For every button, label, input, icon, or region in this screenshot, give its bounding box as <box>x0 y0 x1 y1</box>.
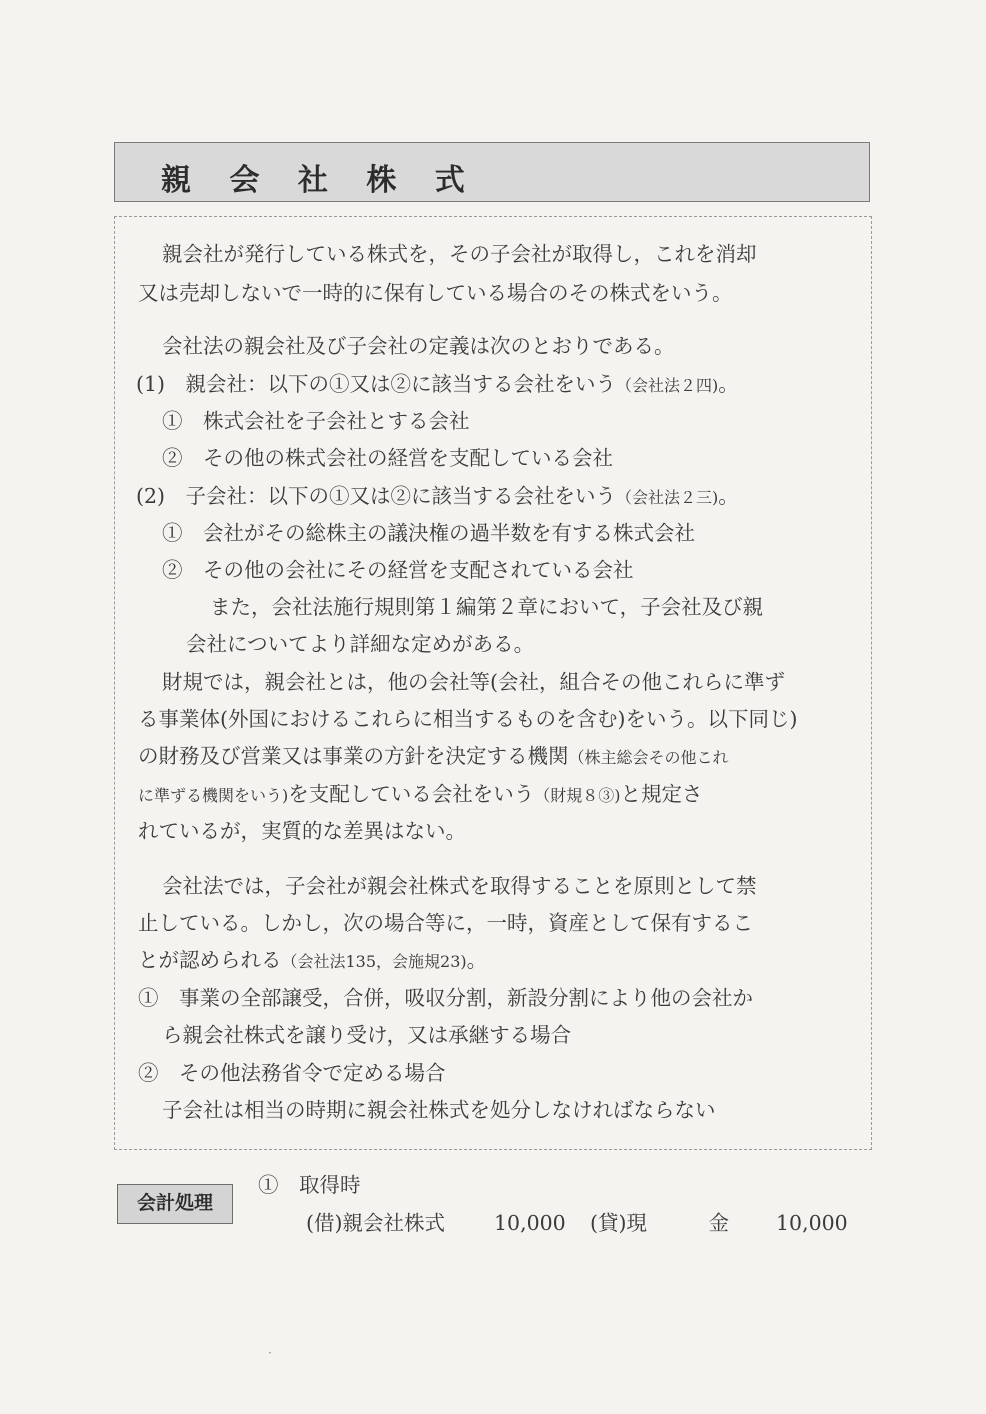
list-item: ① 事業の全部譲受，合併，吸収分割，新設分割により他の会社か <box>138 986 753 1010</box>
list-item: ② その他法務省令で定める場合 <box>138 1061 446 1085</box>
accounting-badge: 会計処理 <box>117 1184 233 1224</box>
text-line: 又は売却しないで一時的に保有している場合のその株式をいう。 <box>138 281 733 305</box>
text-line: 止している。しかし，次の場合等に，一時，資産として保有するこ <box>138 911 753 935</box>
list-item: ② その他の会社にその経営を支配されている会社 <box>162 558 634 582</box>
text-line: ら親会社株式を譲り受け，又は承継する場合 <box>162 1023 572 1047</box>
text-line: (1) 親会社：以下の①又は②に該当する会社をいう（会社法２四)。 <box>136 372 739 396</box>
text-line: 財規では，親会社とは，他の会社等(会社，組合その他これらに準ず <box>162 670 785 694</box>
accounting-step: ① 取得時 <box>258 1173 361 1197</box>
text-line: る事業体(外国におけるこれらに相当するものを含む)をいう。以下同じ) <box>138 707 798 731</box>
text-line: 会社法の親会社及び子会社の定義は次のとおりである。 <box>162 334 675 358</box>
list-item: ② その他の株式会社の経営を支配している会社 <box>162 446 613 470</box>
credit-amount: 10,000 <box>776 1211 848 1235</box>
text-line: また，会社法施行規則第１編第２章において，子会社及び親 <box>210 595 764 619</box>
page-mark: · <box>268 1346 272 1360</box>
text-line: 親会社が発行している株式を，その子会社が取得し，これを消却 <box>162 242 757 266</box>
text-line: 会社法では，子会社が親会社株式を取得することを原則として禁 <box>162 874 757 898</box>
text-line: の財務及び営業又は事業の方針を決定する機関（株主総会その他これ <box>138 744 729 768</box>
text-line: 子会社は相当の時期に親会社株式を処分しなければならない <box>162 1098 716 1122</box>
credit-label: (貸)現 金 <box>590 1211 729 1235</box>
debit-amount: 10,000 <box>494 1211 566 1235</box>
list-item: ① 株式会社を子会社とする会社 <box>162 409 470 433</box>
list-item: ① 会社がその総株主の議決権の過半数を有する株式会社 <box>162 521 695 545</box>
debit-label: (借)親会社株式 <box>306 1211 445 1235</box>
text-line: 会社についてより詳細な定めがある。 <box>186 632 535 656</box>
text-line: れているが，実質的な差異はない。 <box>138 819 466 843</box>
section-title: 親 会 社 株 式 <box>161 163 479 198</box>
text-line: (2) 子会社：以下の①又は②に該当する会社をいう（会社法２三)。 <box>136 484 739 508</box>
section-title-bar <box>114 142 870 202</box>
text-line: とが認められる（会社法135，会施規23)。 <box>138 948 488 972</box>
text-line: に準ずる機関をいう)を支配している会社をいう（財規８③)と規定さ <box>138 782 703 806</box>
